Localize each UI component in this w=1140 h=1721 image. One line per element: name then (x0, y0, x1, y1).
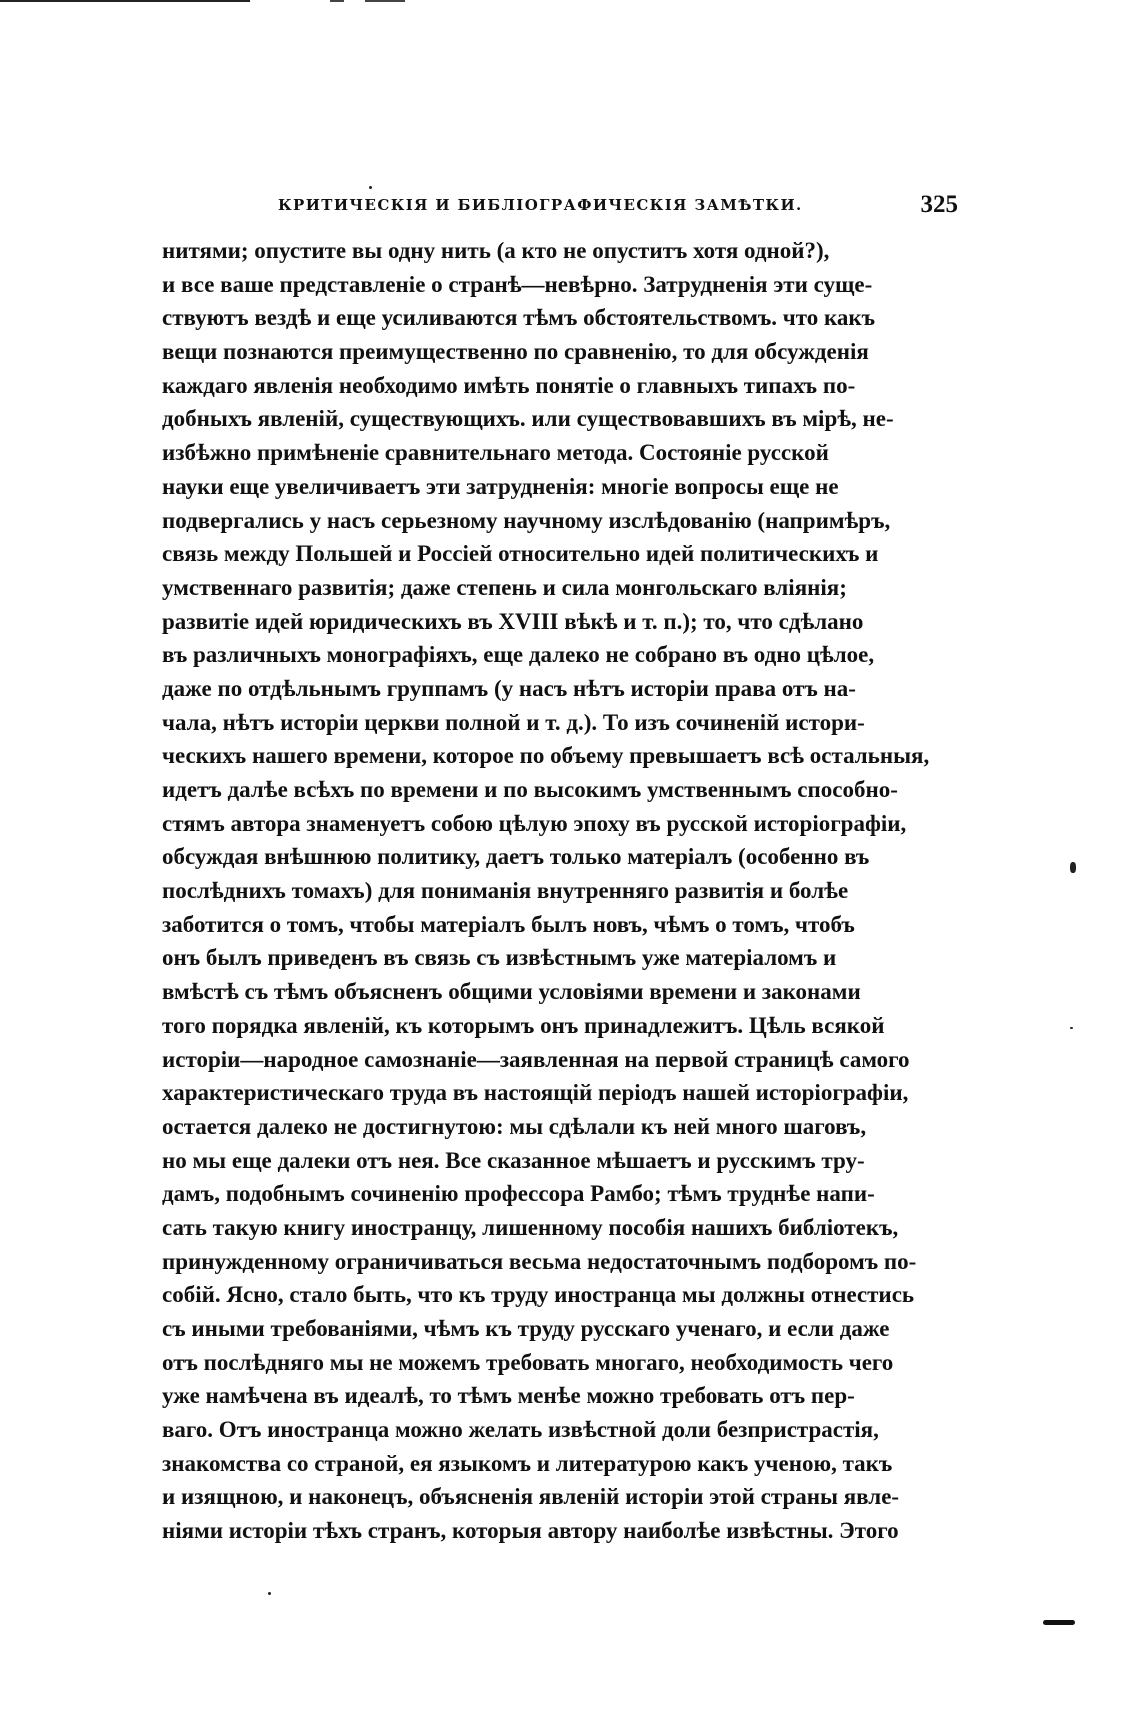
text-line: въ различныхъ монографіяхъ, еще далеко не собрано въ одно цѣлое, (162, 642, 875, 668)
page-number: 325 (920, 191, 958, 218)
top-edge-mark (365, 0, 405, 2)
text-line: умственнаго развитія; даже степень и сила монгольскаго вліянія; (162, 574, 847, 600)
margin-mark (1070, 862, 1076, 873)
text-line: избѣжно примѣненіе сравнительнаго метода. Состояніе русской (162, 440, 829, 466)
text-line: исторіи—народное самознаніе—заявленная на первой страницѣ самого (162, 1046, 910, 1072)
text-line: собій. Ясно, стало быть, что къ труду иностранца мы должны отнестись (162, 1282, 915, 1308)
text-line: ческихъ нашего времени, которое по объему превышаетъ всѣ остальныя, (162, 743, 930, 769)
text-line: связь между Польшей и Россіей относительно идей политическихъ и (162, 541, 879, 567)
text-line: вещи познаются преимущественно по сравненію, то для обсужденія (162, 339, 869, 365)
text-line: каждаго явленія необходимо имѣть понятіе о главныхъ типахъ по- (162, 372, 856, 398)
margin-dash (1043, 1620, 1075, 1625)
speck (268, 1592, 271, 1595)
top-edge-mark (330, 0, 344, 2)
text-line: вмѣстѣ съ тѣмъ объясненъ общими условіями времени и законами (162, 979, 861, 1005)
text-line: послѣднихъ томахъ) для пониманія внутренняго развитія и болѣе (162, 878, 849, 904)
text-line: ваго. Отъ иностранца можно желать извѣстной доли безпристрастія, (162, 1417, 879, 1443)
text-line: и все ваше представленіе о странѣ—невѣрно. Затрудненія эти суще- (162, 271, 873, 297)
top-edge-rule (0, 0, 250, 2)
text-line: стямъ автора знаменуетъ собою цѣлую эпоху въ русской исторіографіи, (162, 810, 907, 836)
text-line: науки еще увеличиваетъ эти затрудненія: многіе вопросы еще не (162, 473, 839, 499)
text-line: подвергались у насъ серьезному научному изслѣдованію (напримѣръ, (162, 507, 891, 533)
page-header (278, 191, 958, 226)
text-line: нитями; опустите вы одну нить (а кто не опуститъ хотя одной?), (162, 238, 830, 263)
text-line: и изящною, и наконецъ, объясненія явленій исторіи этой страны явле- (162, 1484, 900, 1510)
text-line: идетъ далѣе всѣхъ по времени и по высокимъ умственнымъ способно- (162, 777, 898, 802)
text-line: обсуждая внѣшнюю политику, даетъ только матеріалъ (особенно въ (162, 844, 870, 870)
text-line: принужденному ограничиваться весьма недостаточнымъ подборомъ по- (162, 1248, 917, 1274)
text-line: отъ послѣдняго мы не можемъ требовать многаго, необходимость чего (162, 1349, 894, 1375)
text-line: ніями исторіи тѣхъ странъ, которыя автору наиболѣе извѣстны. Этого (162, 1518, 899, 1544)
text-line: того порядка явленій, къ которымъ онъ принадлежитъ. Цѣль всякой (162, 1012, 885, 1038)
text-line: знакомства со страной, ея языкомъ и литературою какъ ученою, такъ (162, 1450, 893, 1476)
text-line: онъ былъ приведенъ въ связь съ извѣстнымъ уже матеріаломъ и (162, 945, 837, 971)
text-line: даже по отдѣльнымъ группамъ (у насъ нѣтъ исторіи права отъ на- (162, 675, 856, 701)
text-line: добныхъ явленій, существующихъ. или существовавшихъ въ мірѣ, не- (162, 406, 894, 432)
text-line: уже намѣчена въ идеалѣ, то тѣмъ менѣе можно требовать отъ пер- (162, 1383, 855, 1409)
text-line: ствуютъ вездѣ и еще усиливаются тѣмъ обстоятельствомъ. что какъ (162, 305, 876, 331)
speck (369, 186, 372, 189)
body-text (162, 234, 962, 1548)
speck (1070, 1027, 1073, 1029)
text-line: съ иными требованіями, чѣмъ къ труду русскаго ученаго, и если даже (162, 1316, 890, 1341)
running-head: КРИТИЧЕСКІЯ И БИБЛІОГРАФИЧЕСКІЯ ЗАМѢТКИ. (278, 196, 803, 214)
text-line: развитіе идей юридическихъ въ XVIII вѣкѣ и т. п.); то, что сдѣлано (162, 608, 864, 634)
text-line: но мы еще далеки отъ нея. Все сказанное мѣшаетъ и русскимъ тру- (162, 1147, 865, 1173)
text-line: дамъ, подобнымъ сочиненію профессора Рамбо; тѣмъ труднѣе напи- (162, 1181, 875, 1207)
text-line: остается далеко не достигнутою: мы сдѣлали къ ней много шаговъ, (162, 1113, 867, 1139)
text-line: заботится о томъ, чтобы матеріалъ былъ новъ, чѣмъ о томъ, чтобъ (162, 911, 855, 937)
text-line: характеристическаго труда въ настоящій періодъ нашей исторіографіи, (162, 1080, 909, 1106)
text-line: чала, нѣтъ исторіи церкви полной и т. д.). То изъ сочиненій истори- (162, 709, 865, 735)
text-line: сать такую книгу иностранцу, лишенному пособія нашихъ библіотекъ, (162, 1214, 899, 1240)
